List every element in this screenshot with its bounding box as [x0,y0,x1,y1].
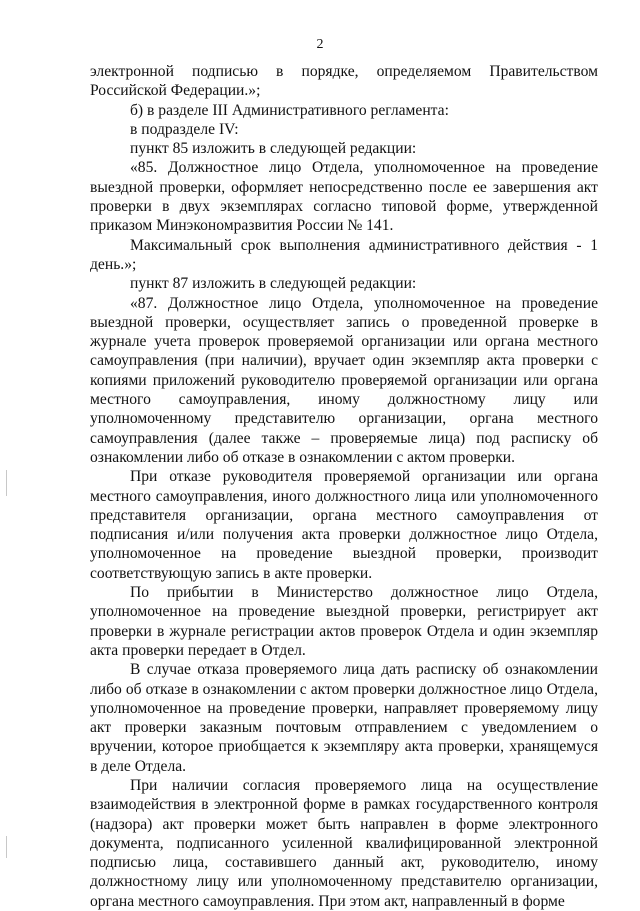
document-body [90,62,598,911]
scan-edge-mark [6,836,7,858]
paragraph-electronic-form: При наличии согласия проверяемого лица на осуществление взаимодействия в электронной форме в рамках государственного контроля (надзора) акт проверки может быть направлен в форме электронного документа, подписанного усиленной квалифицированной электронной подписью лица, составившего данный акт, руководителю, иному должностному лицу или уполномоченному представителю организации, органа местного самоуправления. При этом акт, направленный в форме [90,776,598,910]
paragraph-subsection-reference: в подразделе IV: [130,120,239,138]
paragraph-refusal-receipt: В случае отказа проверяемого лица дать расписку об ознакомлении либо об отказе в ознакомлении с актом проверки должностное лицо Отдела, уполномоченное на проведение проверки, направляет проверяемому лицу акт проверки заказным почтовым отправлением с уведомлением о вручении, которое приобщается к экземпляру акта проверки, хранящемуся в деле Отдела. [90,661,598,775]
paragraph-refusal-signing: При отказе руководителя проверяемой организации или органа местного самоуправления, иного должностного лица или уполномоченного представителя организации, органа местного самоуправления от подписания и/или получения акта проверки должностное лицо Отдела, уполномоченное на проведение выездной проверки, производит соответствующую запись в акте проверки. [90,468,598,582]
paragraph-registration: По прибытии в Министерство должностное лицо Отдела, уполномоченное на проведение выездной проверки, регистрирует акт проверки в журнале регистрации актов проверок Отдела и один экземпляр акта проверки передает в Отдел. [90,584,598,659]
page-number: 2 [316,37,324,52]
paragraph-max-duration: Максимальный срок выполнения административного действия - 1 день.»; [90,236,598,273]
paragraph-item-87-intro: пункт 87 изложить в следующей редакции: [130,275,417,293]
paragraph-section-reference: б) в разделе III Административного регламента: [130,101,449,119]
paragraph-item-85-text: «85. Должностное лицо Отдела, уполномоченное на проведение выездной проверки, оформляет непосредственно после ее завершения акт проверки в двух экземплярах согласно типовой форме, утвержденной приказом Минэкономразвития России № 141. [90,159,598,235]
paragraph-continuation: электронной подписью в порядке, определяемом Правительством Российской Федерации.»; [90,63,598,100]
paragraph-item-85-intro: пункт 85 изложить в следующей редакции: [130,140,417,158]
scan-edge-mark [6,470,7,496]
paragraph-item-87-text: «87. Должностное лицо Отдела, уполномоченное на проведение выездной проверки, осуществляет запись о проведенной проверке в журнале учета проверок проверяемой организации или органа местного самоуправления (при наличии), вручает один экземпляр акта проверки с копиями приложений руководителю проверяемой организации или органа местного самоуправления, иному должностному лицу или уполномоченному представителю организации, органа местного самоуправления (далее также – проверяемые лица) под расписку об ознакомлении либо об отказе в ознакомлении с актом проверки. [90,294,598,466]
